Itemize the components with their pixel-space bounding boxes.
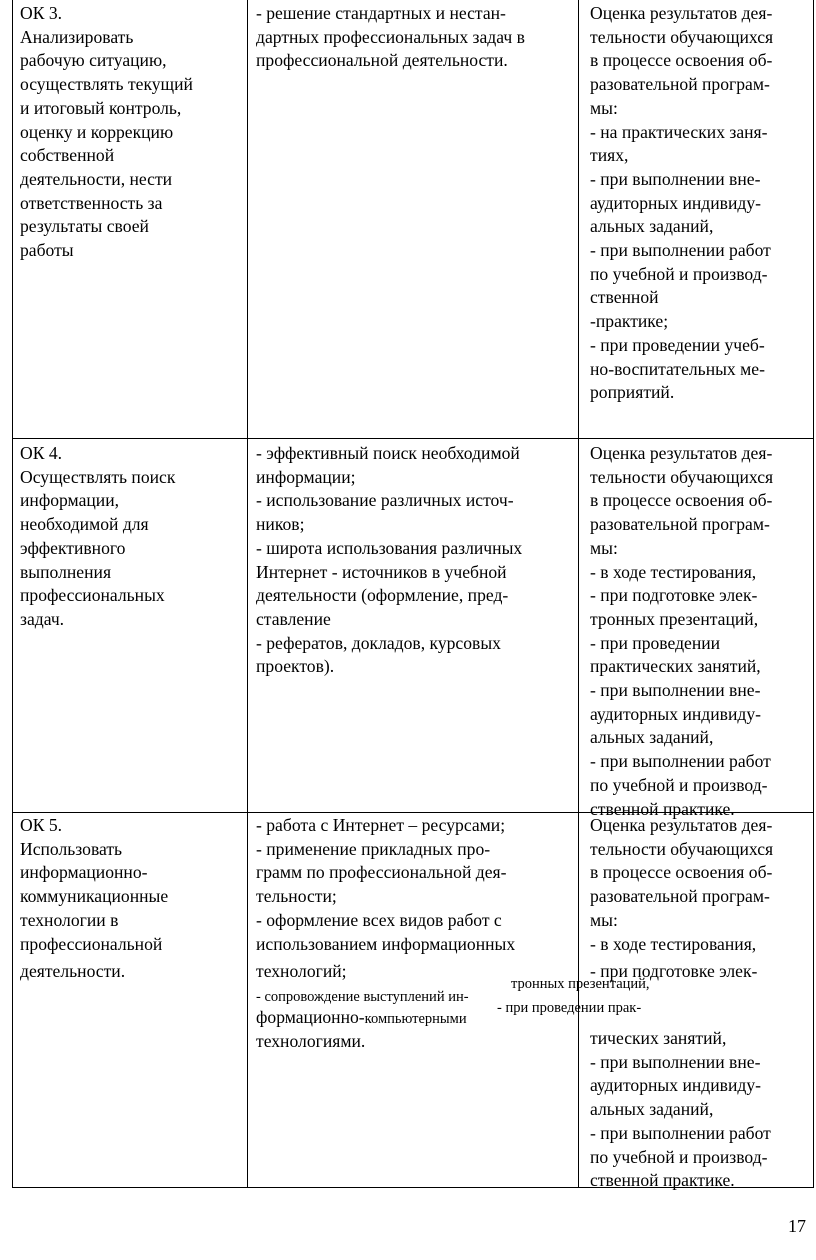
competence-line: профессиональной (20, 933, 163, 954)
competence-line: выполнения (20, 561, 112, 582)
indicator-line: - рефератов, докладов, курсовых (256, 632, 501, 653)
assessment-line: ственной практике. (590, 798, 735, 819)
indicator-line-small: - сопровождение выступлений ин- (256, 988, 469, 1005)
row1-indicators (256, 2, 574, 73)
mixed-part-large: формационно- (256, 1006, 365, 1027)
indicator-line: информации; (256, 466, 356, 487)
competence-line: информации, (20, 490, 120, 511)
row1-assessment (590, 2, 814, 405)
competence-line: технологии в (20, 909, 119, 930)
assessment-line: тельности обучающихся (590, 466, 774, 487)
assessment-line: Оценка результатов дея- (590, 3, 773, 23)
assessment-line: в процессе освоения об- (590, 490, 773, 511)
competence-line: Использовать (20, 838, 123, 859)
assessment-line: - в ходе тестирования, (590, 933, 757, 954)
assessment-line: Оценка результатов дея- (590, 443, 773, 463)
competence-line: собственной (20, 145, 115, 166)
competence-table (12, 0, 814, 1191)
row1-competence (20, 2, 242, 263)
indicator-line: деятельности (оформление, пред- (256, 585, 509, 606)
assessment-line: тических занятий, (590, 1028, 727, 1048)
assessment-line: - при подготовке элек- (590, 585, 758, 606)
competence-line: Анализировать (20, 26, 134, 47)
assessment-line: аудиторных индивиду- (590, 1075, 761, 1096)
competence-line: и итоговый контроль, (20, 97, 182, 118)
assessment-line: альных заданий, (590, 1099, 714, 1120)
row3-assessment-bottom (590, 1027, 814, 1193)
indicator-line: профессиональной деятельности. (256, 50, 508, 71)
mixed-part-small: компьютерными (364, 1010, 467, 1027)
assessment-line: - в ходе тестирования, (590, 561, 757, 582)
competence-line: информационно- (20, 862, 148, 883)
assessment-line: - при выполнении вне- (590, 1051, 761, 1072)
assessment-line: - при подготовке элек- (590, 961, 758, 982)
row2-competence (20, 442, 242, 632)
assessment-line: ственной практике. (590, 1170, 735, 1191)
competence-line: ответственность за (20, 192, 163, 213)
assessment-line: - при проведении учеб- (590, 334, 765, 355)
assessment-line: - при выполнении работ (590, 1122, 771, 1143)
assessment-line: роприятий. (590, 382, 675, 403)
assessment-line: - при выполнении вне- (590, 680, 761, 701)
row3-competence (20, 814, 242, 984)
assessment-overflow-line: - при проведении прак- (497, 1000, 642, 1016)
assessment-line: мы: (590, 909, 618, 930)
column-divider-1 (247, 0, 248, 1188)
assessment-line: тельности обучающихся (590, 26, 774, 47)
indicator-line: Интернет - источников в учебной (256, 561, 507, 582)
competence-line: работы (20, 240, 74, 261)
competence-code: ОК 3. (20, 3, 63, 23)
competence-line: задач. (20, 608, 65, 629)
competence-code: ОК 4. (20, 443, 63, 463)
indicator-line: технологиями. (256, 1030, 366, 1051)
assessment-line: альных заданий, (590, 727, 714, 748)
row3-indicators (256, 814, 574, 1053)
indicator-line: использованием информационных (256, 933, 516, 954)
assessment-line: аудиторных индивиду- (590, 703, 761, 724)
indicator-line: - эффективный поиск необходимой (256, 443, 520, 463)
assessment-line: - на практических заня- (590, 121, 768, 142)
assessment-line: по учебной и производ- (590, 1146, 768, 1167)
assessment-line: аудиторных индивиду- (590, 192, 761, 213)
assessment-line: тельности обучающихся (590, 838, 774, 859)
assessment-line: тронных презентаций, (590, 608, 759, 629)
table-border-left (12, 0, 13, 1188)
assessment-line: по учебной и производ- (590, 774, 768, 795)
row-divider-1 (12, 438, 814, 439)
row3-assessment (590, 814, 814, 984)
indicator-line: - решение стандартных и нестан- (256, 3, 506, 23)
indicator-line: технологий; (256, 961, 347, 982)
assessment-line: - при проведении (590, 632, 721, 653)
assessment-line: но-воспитательных ме- (590, 358, 765, 379)
competence-line: результаты своей (20, 216, 149, 237)
competence-line: Осуществлять поиск (20, 466, 176, 487)
indicator-line: грамм по профессиональной дея- (256, 862, 507, 883)
assessment-line: альных заданий, (590, 216, 714, 237)
competence-line: деятельности. (20, 961, 126, 982)
competence-line: профессиональных (20, 585, 165, 606)
indicator-line: - применение прикладных про- (256, 838, 491, 859)
competence-line: деятельности, нести (20, 168, 173, 189)
assessment-line: разовательной програм- (590, 74, 770, 95)
competence-line: осуществлять текущий (20, 74, 193, 95)
indicator-line: тельности; (256, 886, 337, 907)
assessment-line: по учебной и производ- (590, 263, 768, 284)
indicator-line: - широта использования различных (256, 537, 523, 558)
competence-line: необходимой для (20, 514, 149, 535)
competence-line: эффективного (20, 537, 126, 558)
competence-line: рабочую ситуацию, (20, 50, 167, 71)
assessment-line: - при выполнении работ (590, 240, 771, 261)
assessment-line: Оценка результатов дея- (590, 815, 773, 835)
indicator-line: - использование различных источ- (256, 490, 514, 511)
indicator-line: - работа с Интернет – ресурсами; (256, 815, 506, 835)
assessment-line: тиях, (590, 145, 629, 166)
row2-assessment (590, 442, 814, 821)
indicator-line: ставление (256, 608, 331, 629)
assessment-line: в процессе освоения об- (590, 862, 773, 883)
assessment-line: разовательной програм- (590, 886, 770, 907)
assessment-line: - при выполнении работ (590, 751, 771, 772)
assessment-line: ственной (590, 287, 659, 308)
assessment-line: практических занятий, (590, 656, 761, 677)
assessment-line: -практике; (590, 311, 669, 332)
indicator-line: проектов). (256, 656, 335, 677)
competence-line: коммуникационные (20, 886, 169, 907)
competence-code: ОК 5. (20, 815, 63, 835)
competence-line: оценку и коррекцию (20, 121, 174, 142)
row2-indicators (256, 442, 574, 679)
indicator-line: дартных профессиональных задач в (256, 26, 525, 47)
assessment-line: - при выполнении вне- (590, 168, 761, 189)
page-number: 17 (788, 1216, 806, 1236)
assessment-line: в процессе освоения об- (590, 50, 773, 71)
assessment-line: разовательной програм- (590, 514, 770, 535)
assessment-overflow-line: тронных презентаций, (511, 976, 650, 992)
indicator-line: ников; (256, 514, 305, 535)
indicator-line: - оформление всех видов работ с (256, 909, 502, 930)
assessment-line: мы: (590, 97, 618, 118)
assessment-line: мы: (590, 537, 618, 558)
